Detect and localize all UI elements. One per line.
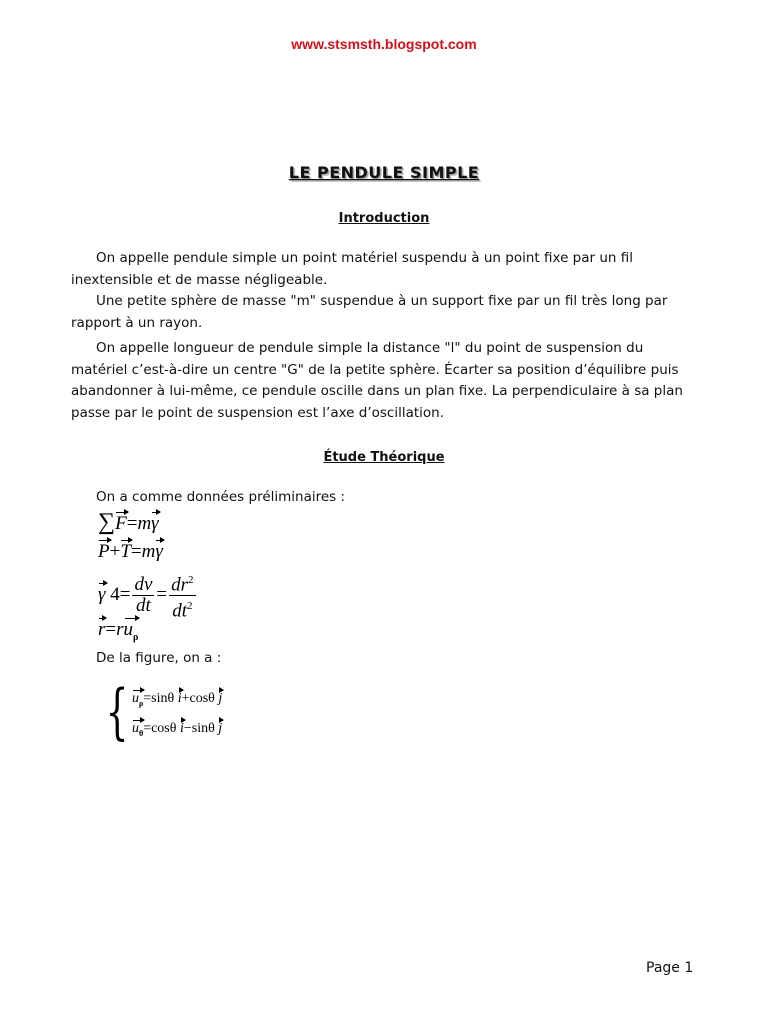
vector-j: j <box>218 691 223 706</box>
vector-gamma: γ <box>151 513 159 534</box>
numerator: dv <box>134 574 153 596</box>
intro-heading: Introduction <box>338 211 430 226</box>
denominator: dt <box>136 595 151 617</box>
vector-gamma: γ <box>98 584 106 606</box>
number-four: 4 <box>110 584 120 606</box>
equals-sign: = <box>156 584 168 606</box>
vector-i: i <box>179 721 184 736</box>
paragraph-length: On appelle longueur de pendule simple la distance "l" du point de suspension du matériel c’est-à-dire un centre "G" de la petite sphère. Écarter sa position d’équilibre puis abandonner à lui-même, ce pendule oscille dans un plan fixe. La perpendiculaire à sa plan passe par le point de suspension est l’axe d’oscillation. <box>71 340 683 421</box>
equation-position <box>98 619 138 643</box>
vector-j: j <box>218 721 223 736</box>
vector-r: r <box>98 619 106 640</box>
equals-sign: = <box>119 584 131 606</box>
figure-text: De la figure, on a : <box>96 650 222 666</box>
paragraph-definition: On appelle pendule simple un point matériel suspendu à un point fixe par un fil inextensible et de masse négligeable. <box>71 250 634 288</box>
page-number: Page 1 <box>646 960 694 976</box>
system-line-u-theta: $u_\theta=\cos\theta$ i−sinθ j <box>132 721 223 738</box>
equals-sign: = <box>130 541 142 562</box>
equation-acceleration <box>98 570 198 622</box>
prelim-text: On a comme données préliminaires : <box>96 489 346 505</box>
fraction-d2r-dt2 <box>169 570 195 622</box>
vector-u-rho: $u_\rho$ <box>123 619 139 643</box>
denominator: $dt^2$ <box>172 600 193 622</box>
radius-symbol: r <box>116 619 124 640</box>
equals-sign: = <box>126 513 138 534</box>
mass-symbol: m <box>137 513 152 534</box>
equals-sign: = <box>105 619 117 640</box>
equation-newton <box>98 509 159 536</box>
brace-symbol: { <box>105 677 129 747</box>
equation-forces <box>98 541 163 563</box>
fraction-dv-dt <box>132 575 154 616</box>
vector-p: P <box>98 541 110 562</box>
site-link[interactable]: www.stsmsth.blogspot.com <box>291 36 477 52</box>
page-title: LE PENDULE SIMPLE <box>288 163 480 182</box>
vector-f: F <box>115 513 127 534</box>
paragraph-sphere: Une petite sphère de masse "m" suspendue à un support fixe par un fil très long par rapport à un rayon. <box>71 293 668 331</box>
vector-gamma: γ <box>155 541 163 562</box>
mass-symbol: m <box>141 541 156 562</box>
plus-sign: + <box>109 541 121 562</box>
vector-i: i <box>177 691 182 706</box>
system-line-u-rho: $u_\rho=\sin\theta$ i+cosθ j <box>132 691 223 708</box>
vector-t: T <box>120 541 131 562</box>
sum-symbol: ∑ <box>98 509 116 535</box>
vector-u-rho: $u_\rho$ <box>132 691 144 708</box>
vector-u-theta: $u_\theta$ <box>132 721 144 738</box>
theory-heading: Étude Théorique <box>323 450 445 465</box>
numerator: $dr^2$ <box>169 570 195 596</box>
